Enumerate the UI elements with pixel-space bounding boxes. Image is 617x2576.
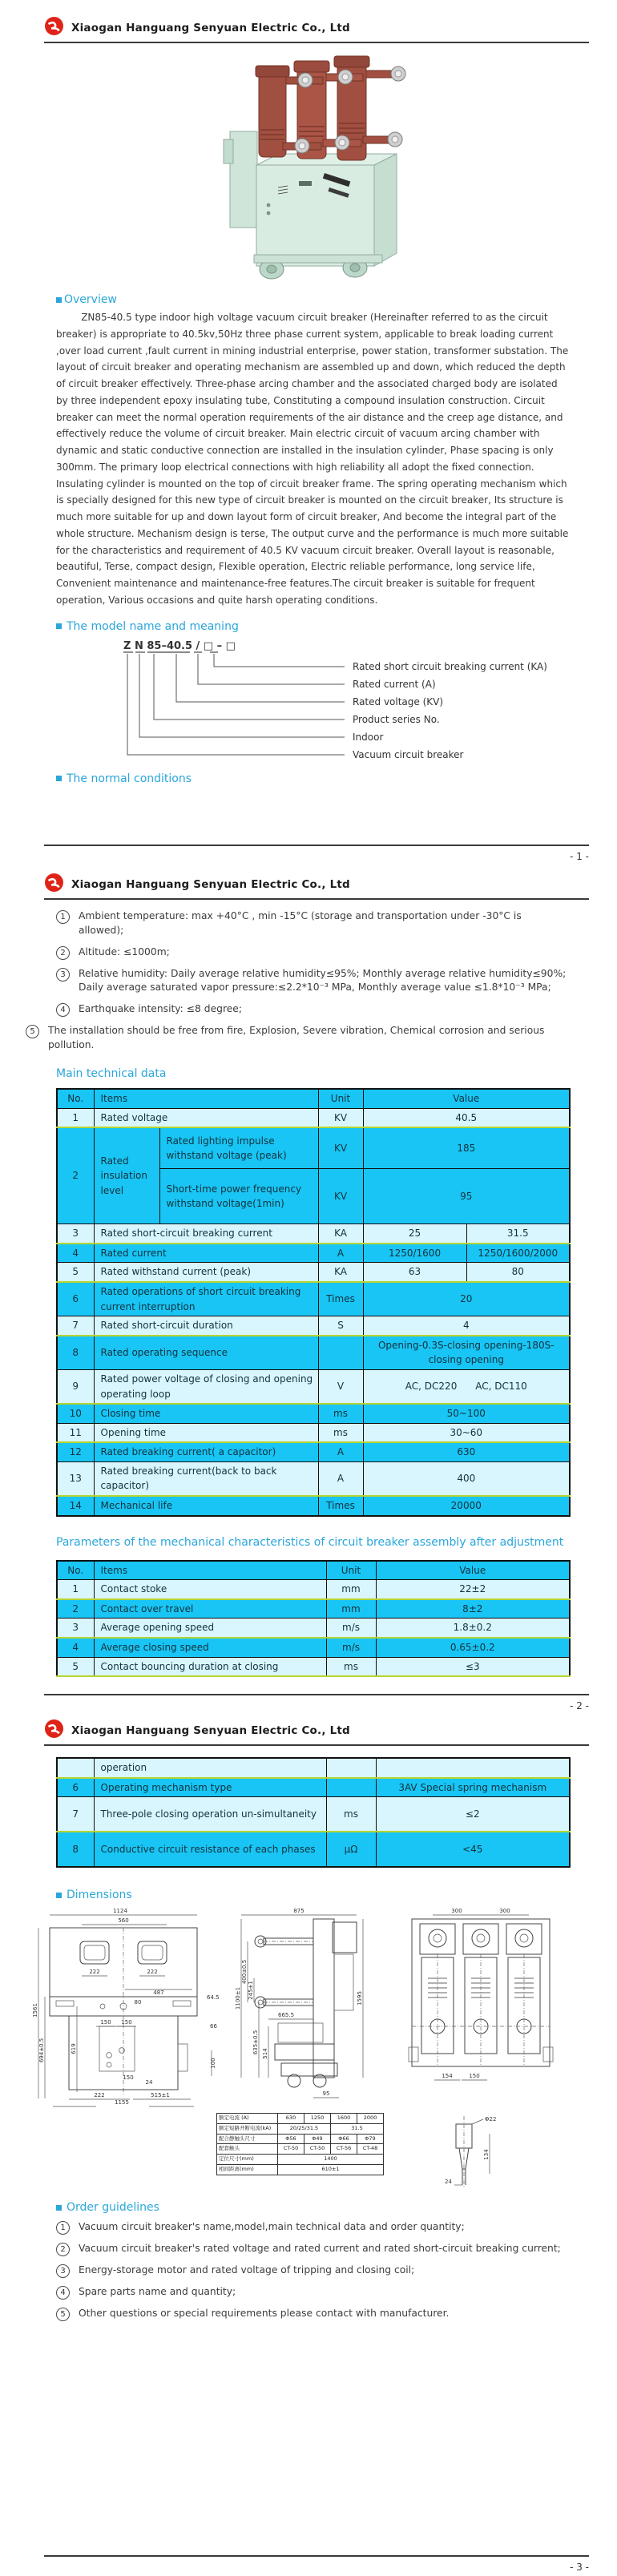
page-number: - 3 - bbox=[570, 2562, 589, 2573]
table-row: 1 Rated voltage KV 40.5 bbox=[57, 1108, 570, 1127]
company-logo-icon bbox=[44, 16, 64, 39]
svg-text:222: 222 bbox=[147, 1969, 158, 1976]
svg-text:150: 150 bbox=[123, 2074, 134, 2082]
svg-text:134: 134 bbox=[483, 2149, 490, 2160]
table-row: 5 Rated withstand current (peak) KA 63 80 bbox=[57, 1263, 570, 1282]
table-row: 4 Rated current A 1250/1600 1250/1600/2000 bbox=[57, 1244, 570, 1263]
list-item: 4 Earthquake intensity: ≤8 degree; bbox=[56, 1002, 569, 1017]
company-name: Xiaogan Hanguang Senyuan Electric Co., Ltd bbox=[71, 877, 350, 891]
tech-table-title: Main technical data bbox=[56, 1066, 167, 1080]
company-name: Xiaogan Hanguang Senyuan Electric Co., Ltd bbox=[71, 21, 350, 34]
svg-text:222: 222 bbox=[94, 2092, 105, 2099]
svg-text:24: 24 bbox=[445, 2179, 452, 2186]
list-item: 5 The installation should be free from fire, Explosion, Severe vibration, Chemical corrosion and serious pollution. bbox=[26, 1024, 569, 1053]
svg-text:1124: 1124 bbox=[113, 1908, 127, 1915]
list-item: 3 Relative humidity: Daily average relative humidity≤95%; Monthly average relative humidity≤90%; Daily average saturated vapor pressure:≤2.2*10⁻³ MPa, Monthly average value ≤1.8*10⁻³ MPa; bbox=[56, 967, 569, 996]
svg-text:64.5: 64.5 bbox=[207, 1994, 220, 2002]
company-logo-icon bbox=[44, 873, 64, 896]
company-logo-icon bbox=[44, 1719, 64, 1742]
page-3 bbox=[0, 1715, 617, 2576]
order-title: Order guidelines bbox=[56, 2201, 569, 2214]
svg-text:1561: 1561 bbox=[32, 2003, 38, 2018]
table-row: 12 Rated breaking current( a capacitor) A 630 bbox=[57, 1442, 570, 1461]
table-row: 2 Contact over travel mm 8±2 bbox=[57, 1599, 570, 1619]
svg-text:95: 95 bbox=[322, 2090, 330, 2098]
model-label: Rated short circuit breaking current (KA) bbox=[353, 660, 547, 672]
table-row: 9 Rated power voltage of closing and opening operating loop V AC, DC220 AC, DC110 bbox=[57, 1369, 570, 1404]
table-row: 6 Rated operations of short circuit breaking current interruption Times 20 bbox=[57, 1282, 570, 1316]
mech-table-continued bbox=[56, 1757, 571, 1868]
overview-title: Overview bbox=[56, 293, 569, 306]
svg-text:665.5: 665.5 bbox=[278, 2012, 295, 2019]
model-label: Indoor bbox=[353, 731, 384, 743]
svg-text:100: 100 bbox=[210, 2058, 216, 2069]
model-label: Product series No. bbox=[353, 713, 440, 725]
table-row: 13 Rated breaking current(back to back capacitor) A 400 bbox=[57, 1461, 570, 1496]
mech-table bbox=[56, 1560, 571, 1678]
table-row: 1 Contact stoke mm 22±2 bbox=[57, 1580, 570, 1599]
svg-text:1595: 1595 bbox=[357, 1991, 363, 2006]
page-number: - 2 - bbox=[570, 1700, 589, 1711]
page-footer bbox=[0, 1694, 617, 1715]
table-header-row: No. Items Unit Value bbox=[57, 1561, 570, 1580]
svg-text:1100±1: 1100±1 bbox=[235, 1987, 241, 2010]
page-header bbox=[0, 1715, 617, 1746]
svg-text:560: 560 bbox=[118, 1917, 129, 1925]
svg-text:400±0.5: 400±0.5 bbox=[241, 1960, 248, 1985]
table-row: 4 Average closing speed m/s 0.65±0.2 bbox=[57, 1638, 570, 1657]
svg-text:80: 80 bbox=[134, 1999, 142, 2006]
model-diagram bbox=[56, 638, 569, 768]
mech-table-title: Parameters of the mechanical characteristics of circuit breaker assembly after adjustment bbox=[56, 1535, 564, 1549]
table-row: 8 Rated operating sequence Opening-0.3S-closing opening-180S-closing opening bbox=[57, 1336, 570, 1370]
table-row: 14 Mechanical life Times 20000 bbox=[57, 1496, 570, 1516]
page-1 bbox=[0, 0, 617, 865]
dimension-drawings bbox=[0, 1901, 617, 2190]
list-item: 2 Altitude: ≤1000m; bbox=[56, 945, 569, 960]
table-row: 6 Operating mechanism type 3AV Special spring mechanism bbox=[57, 1778, 570, 1797]
model-title: The model name and meaning bbox=[56, 620, 569, 633]
svg-text:300: 300 bbox=[451, 1908, 462, 1915]
svg-text:694±0.5: 694±0.5 bbox=[38, 2038, 45, 2063]
page-header bbox=[0, 865, 617, 900]
svg-text:1155: 1155 bbox=[115, 2099, 129, 2106]
table-row: 11 Opening time ms 30~60 bbox=[57, 1423, 570, 1442]
svg-text:619: 619 bbox=[71, 2043, 77, 2054]
svg-text:150: 150 bbox=[100, 2019, 111, 2026]
list-item: 3 Energy-storage motor and rated voltage of tripping and closing coil; bbox=[56, 2264, 569, 2278]
page-footer bbox=[0, 2555, 617, 2576]
table-row: 7 Three-pole closing operation un-simultaneity ms ≤2 bbox=[57, 1797, 570, 1832]
table-row: 2 Rated insulation level Rated lighting impulse withstand voltage (peak) KV 185 bbox=[57, 1127, 570, 1169]
bullet-icon bbox=[56, 297, 62, 303]
list-item: 1 Vacuum circuit breaker's name,model,main technical data and order quantity; bbox=[56, 2220, 569, 2235]
model-label: Vacuum circuit breaker bbox=[353, 748, 464, 760]
svg-text:514: 514 bbox=[262, 2048, 268, 2059]
page-footer bbox=[0, 845, 617, 865]
table-row: 7 Rated short-circuit duration S 4 bbox=[57, 1316, 570, 1336]
svg-text:245±1: 245±1 bbox=[248, 1981, 254, 2001]
svg-text:Φ22: Φ22 bbox=[485, 2116, 497, 2123]
svg-text:635±0.5: 635±0.5 bbox=[252, 2030, 259, 2055]
bullet-icon bbox=[56, 623, 62, 629]
svg-text:515±1: 515±1 bbox=[151, 2092, 170, 2099]
table-row: 3 Rated short-circuit breaking current KA 25 31.5 bbox=[57, 1224, 570, 1244]
svg-text:487: 487 bbox=[153, 1989, 164, 1997]
svg-text:300: 300 bbox=[499, 1908, 510, 1915]
normal-conditions-list bbox=[30, 909, 569, 1053]
tech-table bbox=[56, 1088, 571, 1517]
product-photo bbox=[188, 53, 429, 287]
list-item: 5 Other questions or special requirements please contact with manufacturer. bbox=[56, 2307, 569, 2321]
page-2 bbox=[0, 865, 617, 1715]
list-item: 1 Ambient temperature: max +40°C , min -15°C (storage and transportation under -30°C is allowed); bbox=[56, 909, 569, 938]
table-row: 10 Closing time ms 50~100 bbox=[57, 1404, 570, 1423]
table-row: 3 Average opening speed m/s 1.8±0.2 bbox=[57, 1619, 570, 1638]
list-item: 2 Vacuum circuit breaker's rated voltage and rated current and rated short-circuit breaking current; bbox=[56, 2242, 569, 2256]
table-row: 5 Contact bouncing duration at closing ms ≤3 bbox=[57, 1657, 570, 1676]
page-number: - 1 - bbox=[570, 851, 589, 862]
table-header-row: No. Items Unit Value bbox=[57, 1089, 570, 1108]
order-guidelines-list bbox=[56, 2220, 569, 2321]
list-item: 4 Spare parts name and quantity; bbox=[56, 2285, 569, 2300]
table-row: 8 Conductive circuit resistance of each phases μΩ <45 bbox=[57, 1832, 570, 1867]
bullet-icon bbox=[56, 2205, 62, 2211]
model-label: Rated voltage (KV) bbox=[353, 695, 444, 707]
svg-text:154: 154 bbox=[442, 2073, 453, 2080]
svg-text:150: 150 bbox=[121, 2019, 132, 2026]
company-name: Xiaogan Hanguang Senyuan Electric Co., Ltd bbox=[71, 1723, 350, 1737]
svg-text:222: 222 bbox=[89, 1969, 100, 1976]
contact-detail-drawing bbox=[432, 2113, 520, 2190]
svg-text:875: 875 bbox=[293, 1908, 304, 1915]
svg-text:24: 24 bbox=[145, 2079, 153, 2086]
conditions-title: The normal conditions bbox=[56, 772, 569, 785]
svg-text:66: 66 bbox=[210, 2023, 217, 2030]
page-header bbox=[0, 0, 617, 43]
dimension-spec-table: 额定电流 (A) 630 1250 1600 2000 额定短路开断电流(kA) 20/25/31.5 31.5 配合静触头尺寸 Φ56 Φ49 Φ66 Φ79 配套触头 CT-50 CT-50 CT-56 CT-48 定位尺寸(mm) 1400 相间距离(mm) 610±1 bbox=[216, 2113, 384, 2175]
table-row: Short-time power frequency withstand voltage(1min) KV 95 bbox=[57, 1169, 570, 1224]
model-label: Rated current (A) bbox=[353, 678, 436, 690]
bullet-icon bbox=[56, 776, 62, 781]
table-row: operation bbox=[57, 1758, 570, 1778]
overview-body: ZN85-40.5 type indoor high voltage vacuum circuit breaker (Hereinafter referred to as the circuit breaker) is appropriate to 40.5kv,50Hz three phase current system, applicable to break loading current ,over load current ,fault current in mining industrial enterprise, power station, transformer substation. The layout of circuit breaker and operating mechanism are assembled up and down, which reduced the depth of circuit breaker effectively. Three-phase arcing chamber and the associated charged body are isolated by three independent epoxy insulating tube, Constituting a compound insulation construction. Circuit breaker can meet the normal operation requirements of the air distance and the creep age distance, and effectively reduce the volume of circuit breaker. Main electric circuit of vacuum arcing chamber with dynamic and static conductive connection are installed in the insulation cylinder, Phase spacing is only 300mm. The primary loop electrical connections with high reliability all adopt the fixed connection. Insulating cylinder is mounted on the top of circuit breaker frame. The spring operating mechanism which is specially designed for this new type of circuit breaker is mounted on the circuit breaker, Its structure is much more suitable for up and down layout form of circuit breaker, And become the integral part of the whole structure. Mechanism design is terse, The output curve and the performance is much more suitable for the characteristics and requirement of 40.5 KV vacuum circuit breaker. Overall layout is reasonable, beautiful, Terse, compact design, Flexible operation, Electric reliable performance, long service life, Convenient maintenance and maintenance-free features.The circuit breaker is suitable for frequent operation, Various occasions and quite harsh operating conditions. bbox=[56, 312, 569, 606]
svg-text:150: 150 bbox=[469, 2073, 480, 2080]
dimensions-title: Dimensions bbox=[56, 1889, 569, 1901]
bullet-icon bbox=[56, 1893, 62, 1898]
model-code: Z N 85–40.5 / □ – □ bbox=[123, 639, 236, 652]
